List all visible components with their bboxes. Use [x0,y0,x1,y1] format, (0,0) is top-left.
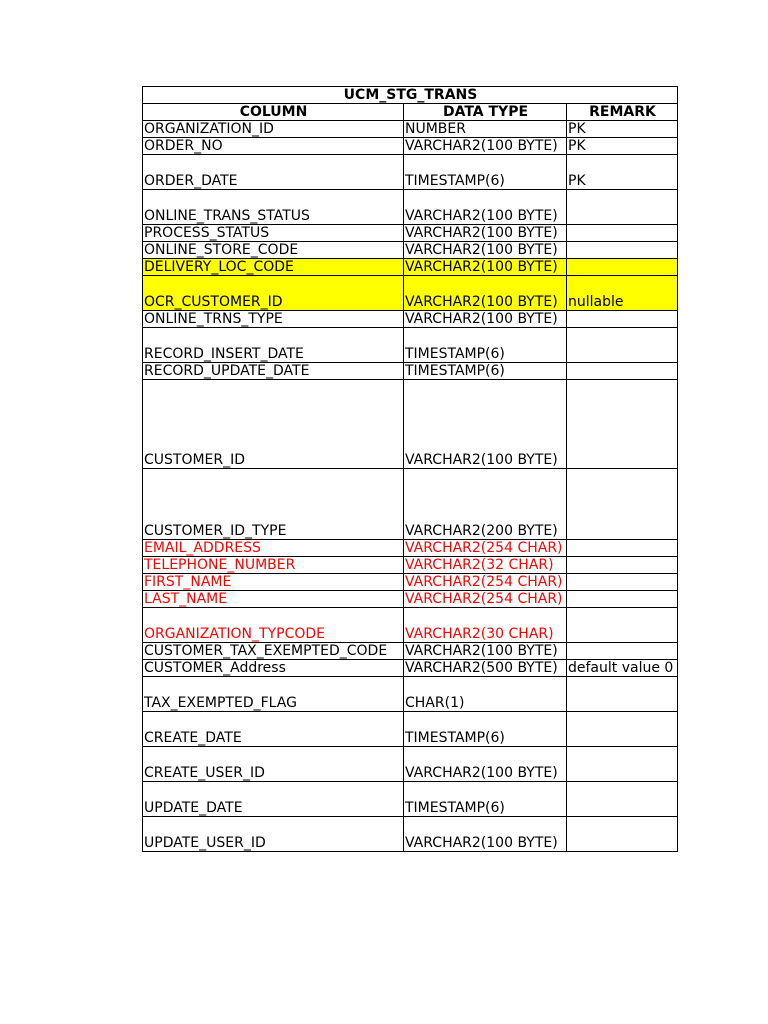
column-name-cell: CUSTOMER_ID [143,380,404,469]
table-row [143,363,678,380]
data-type-cell: VARCHAR2(100 BYTE) [404,643,567,660]
remark-cell [567,591,678,608]
table-row [143,712,678,747]
table-row [143,608,678,643]
column-name-cell: OCR_CUSTOMER_ID [143,276,404,311]
data-type-cell: VARCHAR2(100 BYTE) [404,190,567,225]
data-type-cell: VARCHAR2(254 CHAR) [404,574,567,591]
remark-cell [567,242,678,259]
data-type-cell: VARCHAR2(100 BYTE) [404,225,567,242]
data-type-cell: VARCHAR2(100 BYTE) [404,747,567,782]
column-name-cell: RECORD_UPDATE_DATE [143,363,404,380]
remark-cell [567,782,678,817]
remark-header: REMARK [567,104,678,121]
data-type-cell: VARCHAR2(100 BYTE) [404,817,567,852]
remark-cell [567,469,678,540]
data-type-cell: VARCHAR2(254 CHAR) [404,591,567,608]
table-title: UCM_STG_TRANS [143,87,678,104]
remark-cell: PK [567,155,678,190]
data-type-cell: TIMESTAMP(6) [404,328,567,363]
data-type-cell: VARCHAR2(30 CHAR) [404,608,567,643]
table-row [143,225,678,242]
remark-cell [567,225,678,242]
column-name-cell: LAST_NAME [143,591,404,608]
data-type-cell: TIMESTAMP(6) [404,155,567,190]
table-row [143,660,678,677]
column-name-cell: TAX_EXEMPTED_FLAG [143,677,404,712]
table-row [143,574,678,591]
table-row [143,155,678,190]
remark-cell [567,557,678,574]
data-type-cell: VARCHAR2(254 CHAR) [404,540,567,557]
remark-cell [567,363,678,380]
data-type-cell: VARCHAR2(100 BYTE) [404,138,567,155]
column-name-cell: ORGANIZATION_TYPCODE [143,608,404,643]
data-type-cell: VARCHAR2(100 BYTE) [404,259,567,276]
column-name-cell: PROCESS_STATUS [143,225,404,242]
column-name-cell: TELEPHONE_NUMBER [143,557,404,574]
schema-table [142,86,678,852]
column-name-cell: ORDER_DATE [143,155,404,190]
table-row [143,677,678,712]
column-name-cell: CUSTOMER_Address [143,660,404,677]
column-name-cell: RECORD_INSERT_DATE [143,328,404,363]
table-row [143,121,678,138]
data-type-cell: VARCHAR2(500 BYTE) [404,660,567,677]
table-row [143,328,678,363]
table-row [143,469,678,540]
column-name-cell: EMAIL_ADDRESS [143,540,404,557]
column-header: COLUMN [143,104,404,121]
column-name-cell: CUSTOMER_ID_TYPE [143,469,404,540]
remark-cell [567,747,678,782]
column-name-cell: ORDER_NO [143,138,404,155]
remark-cell [567,643,678,660]
table-row [143,540,678,557]
column-name-cell: FIRST_NAME [143,574,404,591]
table-body [143,121,678,852]
table-row [143,138,678,155]
table-row [143,557,678,574]
table-row [143,782,678,817]
table-row [143,242,678,259]
data-type-cell: VARCHAR2(100 BYTE) [404,311,567,328]
column-name-cell: DELIVERY_LOC_CODE [143,259,404,276]
remark-cell [567,677,678,712]
data-type-cell: TIMESTAMP(6) [404,363,567,380]
data-type-cell: VARCHAR2(100 BYTE) [404,380,567,469]
data-type-cell: TIMESTAMP(6) [404,782,567,817]
remark-cell [567,259,678,276]
remark-cell [567,540,678,557]
data-type-cell: VARCHAR2(200 BYTE) [404,469,567,540]
data-type-cell: VARCHAR2(100 BYTE) [404,242,567,259]
table-row [143,817,678,852]
table-row [143,276,678,311]
table-row [143,311,678,328]
data-type-cell: VARCHAR2(32 CHAR) [404,557,567,574]
remark-cell [567,311,678,328]
table-row [143,259,678,276]
column-name-cell: CUSTOMER_TAX_EXEMPTED_CODE [143,643,404,660]
remark-cell: PK [567,121,678,138]
remark-cell [567,608,678,643]
remark-cell [567,190,678,225]
remark-cell [567,380,678,469]
data-type-cell: NUMBER [404,121,567,138]
remark-cell: nullable [567,276,678,311]
column-name-cell: ONLINE_TRANS_STATUS [143,190,404,225]
remark-cell: default value 0 [567,660,678,677]
data-type-cell: VARCHAR2(100 BYTE) [404,276,567,311]
remark-cell [567,574,678,591]
table-row [143,643,678,660]
data-type-cell: CHAR(1) [404,677,567,712]
column-name-cell: ORGANIZATION_ID [143,121,404,138]
column-name-cell: ONLINE_STORE_CODE [143,242,404,259]
column-name-cell: UPDATE_DATE [143,782,404,817]
table-row [143,747,678,782]
table-row [143,380,678,469]
table-title-row [143,87,678,104]
data-type-cell: TIMESTAMP(6) [404,712,567,747]
data-type-header: DATA TYPE [404,104,567,121]
table-row [143,190,678,225]
remark-cell [567,328,678,363]
table-row [143,591,678,608]
column-name-cell: CREATE_USER_ID [143,747,404,782]
remark-cell [567,712,678,747]
header-row [143,104,678,121]
column-name-cell: CREATE_DATE [143,712,404,747]
column-name-cell: ONLINE_TRNS_TYPE [143,311,404,328]
remark-cell [567,817,678,852]
remark-cell: PK [567,138,678,155]
column-name-cell: UPDATE_USER_ID [143,817,404,852]
